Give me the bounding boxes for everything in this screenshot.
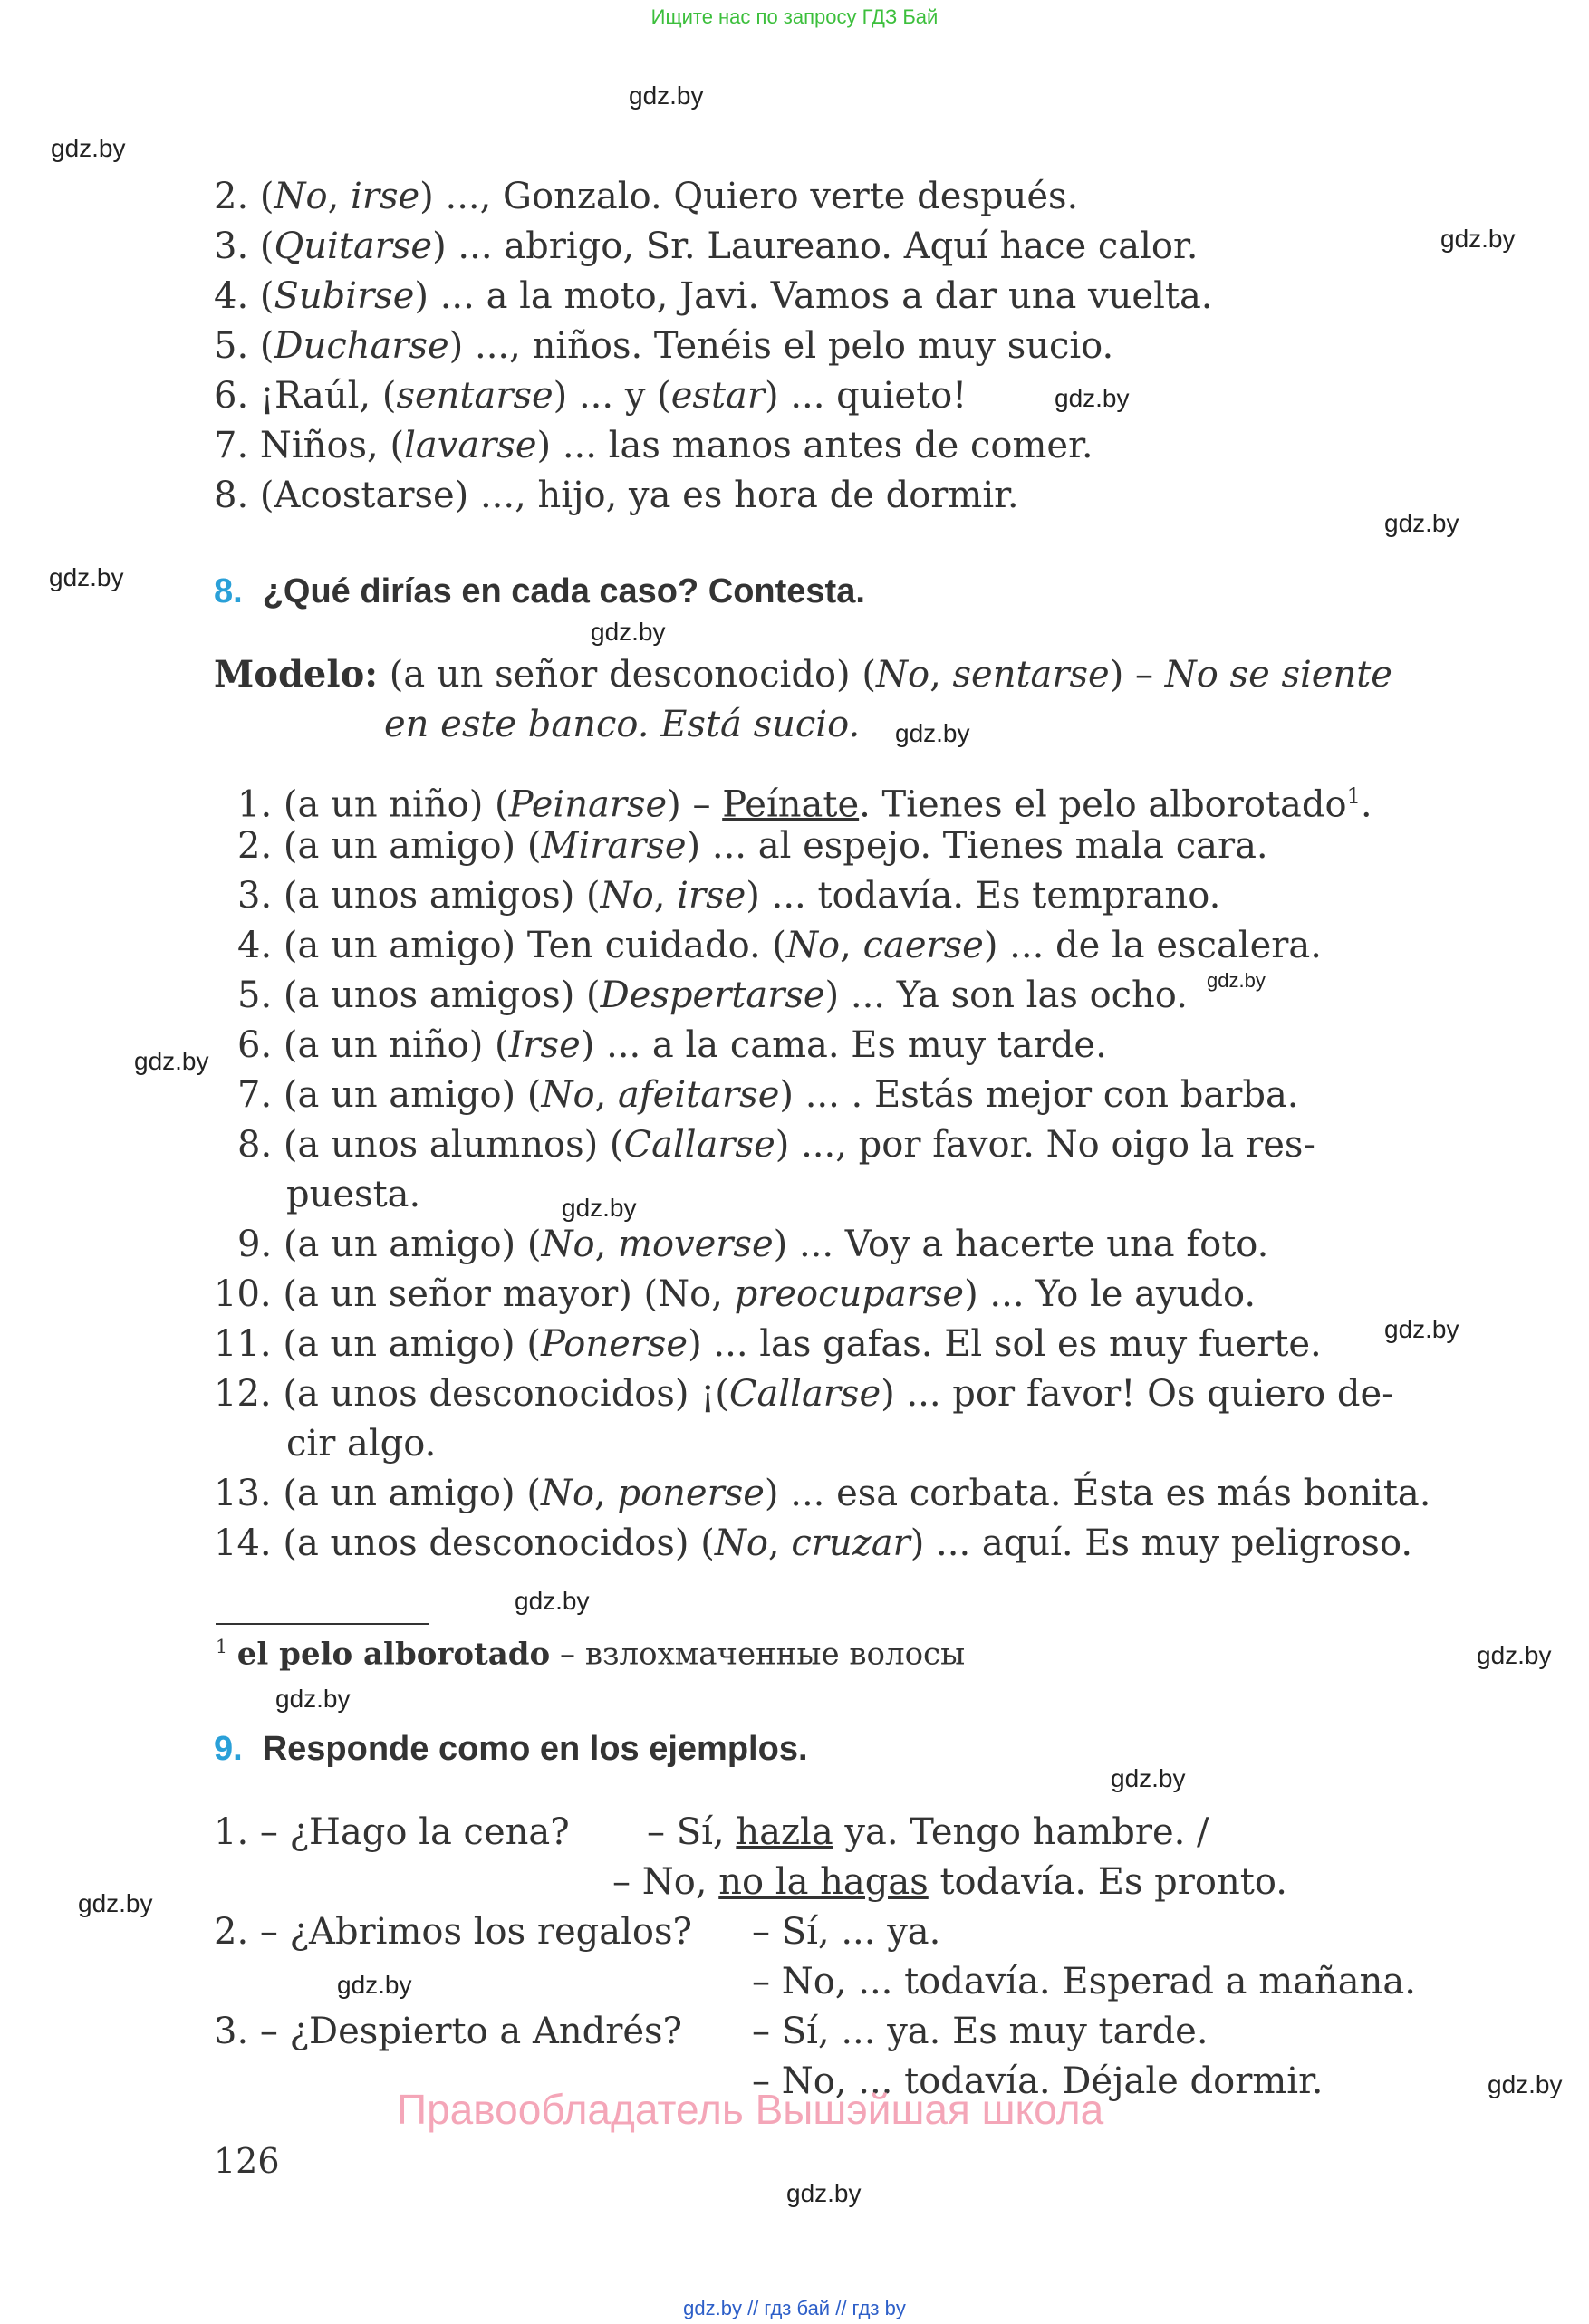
ex8-item-6: 6. (a un niño) (Irse) ... a la cama. Es muy tarde. — [237, 1024, 1107, 1066]
ex9-item-2-yes: – Sí, ... ya. — [752, 1911, 941, 1953]
ex7-item-3: 3. (Quitarse) ... abrigo, Sr. Laureano. Aquí hace calor. — [214, 226, 1199, 267]
watermark: gdz.by — [337, 1971, 412, 1999]
watermark: gdz.by — [275, 1685, 351, 1713]
watermark: gdz.by — [1207, 969, 1266, 992]
ex8-modelo-line1: Modelo: (a un señor desconocido) (No, sentarse) – No se siente — [214, 653, 1392, 696]
ex8-heading: 8. ¿Qué dirías en cada caso? Contesta. — [214, 572, 865, 610]
page-number: 126 — [214, 2141, 280, 2181]
watermark: gdz.by — [515, 1587, 590, 1615]
ex8-item-11: 11. (a un amigo) (Ponerse) ... las gafas. El sol es muy fuerte. — [214, 1323, 1322, 1365]
watermark: gdz.by — [629, 82, 704, 110]
copyright-watermark: Правообладатель Вышэйшая школа — [397, 2086, 1104, 2133]
ex9-item-1-question: 1. – ¿Hago la cena? — [214, 1811, 570, 1853]
ex8-item-10: 10. (a un señor mayor) (No, preocuparse) ... Yo le ayudo. — [214, 1273, 1257, 1315]
watermark: gdz.by — [49, 563, 124, 591]
ex8-item-1: 1. (a un niño) (Peinarse) – Peínate. Tienes el pelo alborotado$^1$. — [237, 783, 1372, 826]
ex8-item-8: 8. (a unos alumnos) (Callarse) ..., por favor. No oigo la res- — [237, 1124, 1315, 1166]
ex8-item-8-continuation: puesta. — [286, 1174, 421, 1215]
ex8-item-2: 2. (a un amigo) (Mirarse) ... al espejo. Tienes mala cara. — [237, 825, 1268, 867]
ex7-item-7: 7. Niños, (lavarse) ... las manos antes de comer. — [214, 425, 1093, 466]
ex7-item-5: 5. (Ducharse) ..., niños. Tenéis el pelo muy sucio. — [214, 325, 1114, 367]
ex8-item-9: 9. (a un amigo) (No, moverse) ... Voy a hacerte una foto. — [237, 1224, 1269, 1265]
watermark: gdz.by — [786, 2179, 862, 2207]
watermark: gdz.by — [134, 1047, 209, 1075]
ex8-item-12: 12. (a unos desconocidos) ¡(Callarse) ... por favor! Os quiero de- — [214, 1373, 1394, 1415]
footnote: $^1$ el pelo alborotado – взлохмаченные волосы — [216, 1636, 966, 1673]
ex8-modelo-line2: en este banco. Está sucio. — [384, 704, 861, 745]
ex7-item-6: 6. ¡Raúl, (sentarse) ... y (estar) ... quieto! — [214, 375, 968, 417]
ex7-item-4: 4. (Subirse) ... a la moto, Javi. Vamos a dar una vuelta. — [214, 275, 1213, 317]
ex8-item-13: 13. (a un amigo) (No, ponerse) ... esa corbata. Ésta es más bonita. — [214, 1473, 1431, 1514]
ex8-item-14: 14. (a unos desconocidos) (No, cruzar) ... aquí. Es muy peligroso. — [214, 1522, 1413, 1564]
watermark: gdz.by — [591, 618, 666, 646]
watermark: gdz.by — [1111, 1764, 1186, 1792]
ex8-item-7: 7. (a un amigo) (No, afeitarse) ... . Estás mejor con barba. — [237, 1074, 1299, 1116]
ex8-item-4: 4. (a un amigo) Ten cuidado. (No, caerse) ... de la escalera. — [237, 925, 1322, 966]
ex7-item-2: 2. (No, irse) ..., Gonzalo. Quiero verte después. — [214, 176, 1079, 217]
watermark: gdz.by — [1488, 2070, 1563, 2098]
ex9-item-3-no: – No, ... todavía. Déjale dormir. — [752, 2060, 1324, 2102]
ex7-item-8: 8. (Acostarse) ..., hijo, ya es hora de dormir. — [214, 475, 1019, 516]
footnote-rule — [216, 1623, 429, 1625]
ex9-item-3-question: 3. – ¿Despierto a Andrés? — [214, 2011, 682, 2052]
watermark: gdz.by — [562, 1194, 637, 1222]
ex9-item-1-yes: – Sí, hazla ya. Tengo hambre. / — [647, 1811, 1209, 1853]
ex8-item-12-continuation: cir algo. — [286, 1423, 437, 1465]
watermark: gdz.by — [1055, 384, 1130, 412]
watermark: gdz.by — [1384, 509, 1459, 537]
ex9-item-2-no: – No, ... todavía. Esperad a mañana. — [752, 1961, 1416, 2002]
top-banner: Ищите нас по запросу ГДЗ Бай — [650, 5, 939, 28]
ex8-item-5: 5. (a unos amigos) (Despertarse) ... Ya son las ocho. — [237, 975, 1188, 1016]
watermark: gdz.by — [1384, 1315, 1459, 1343]
ex9-item-2-question: 2. – ¿Abrimos los regalos? — [214, 1911, 692, 1953]
watermark: gdz.by — [51, 134, 126, 162]
bottom-links[interactable]: gdz.by // гдз бай // гдз by — [683, 2297, 906, 2319]
watermark: gdz.by — [78, 1889, 153, 1917]
ex9-item-3-yes: – Sí, ... ya. Es muy tarde. — [752, 2011, 1209, 2052]
watermark: gdz.by — [1440, 225, 1516, 253]
ex8-item-3: 3. (a unos amigos) (No, irse) ... todavía. Es temprano. — [237, 875, 1221, 917]
watermark: gdz.by — [1477, 1641, 1552, 1669]
ex9-item-1-no: – No, no la hagas todavía. Es pronto. — [612, 1861, 1287, 1903]
ex9-heading: 9. Responde como en los ejemplos. — [214, 1730, 808, 1768]
watermark: gdz.by — [895, 719, 970, 747]
